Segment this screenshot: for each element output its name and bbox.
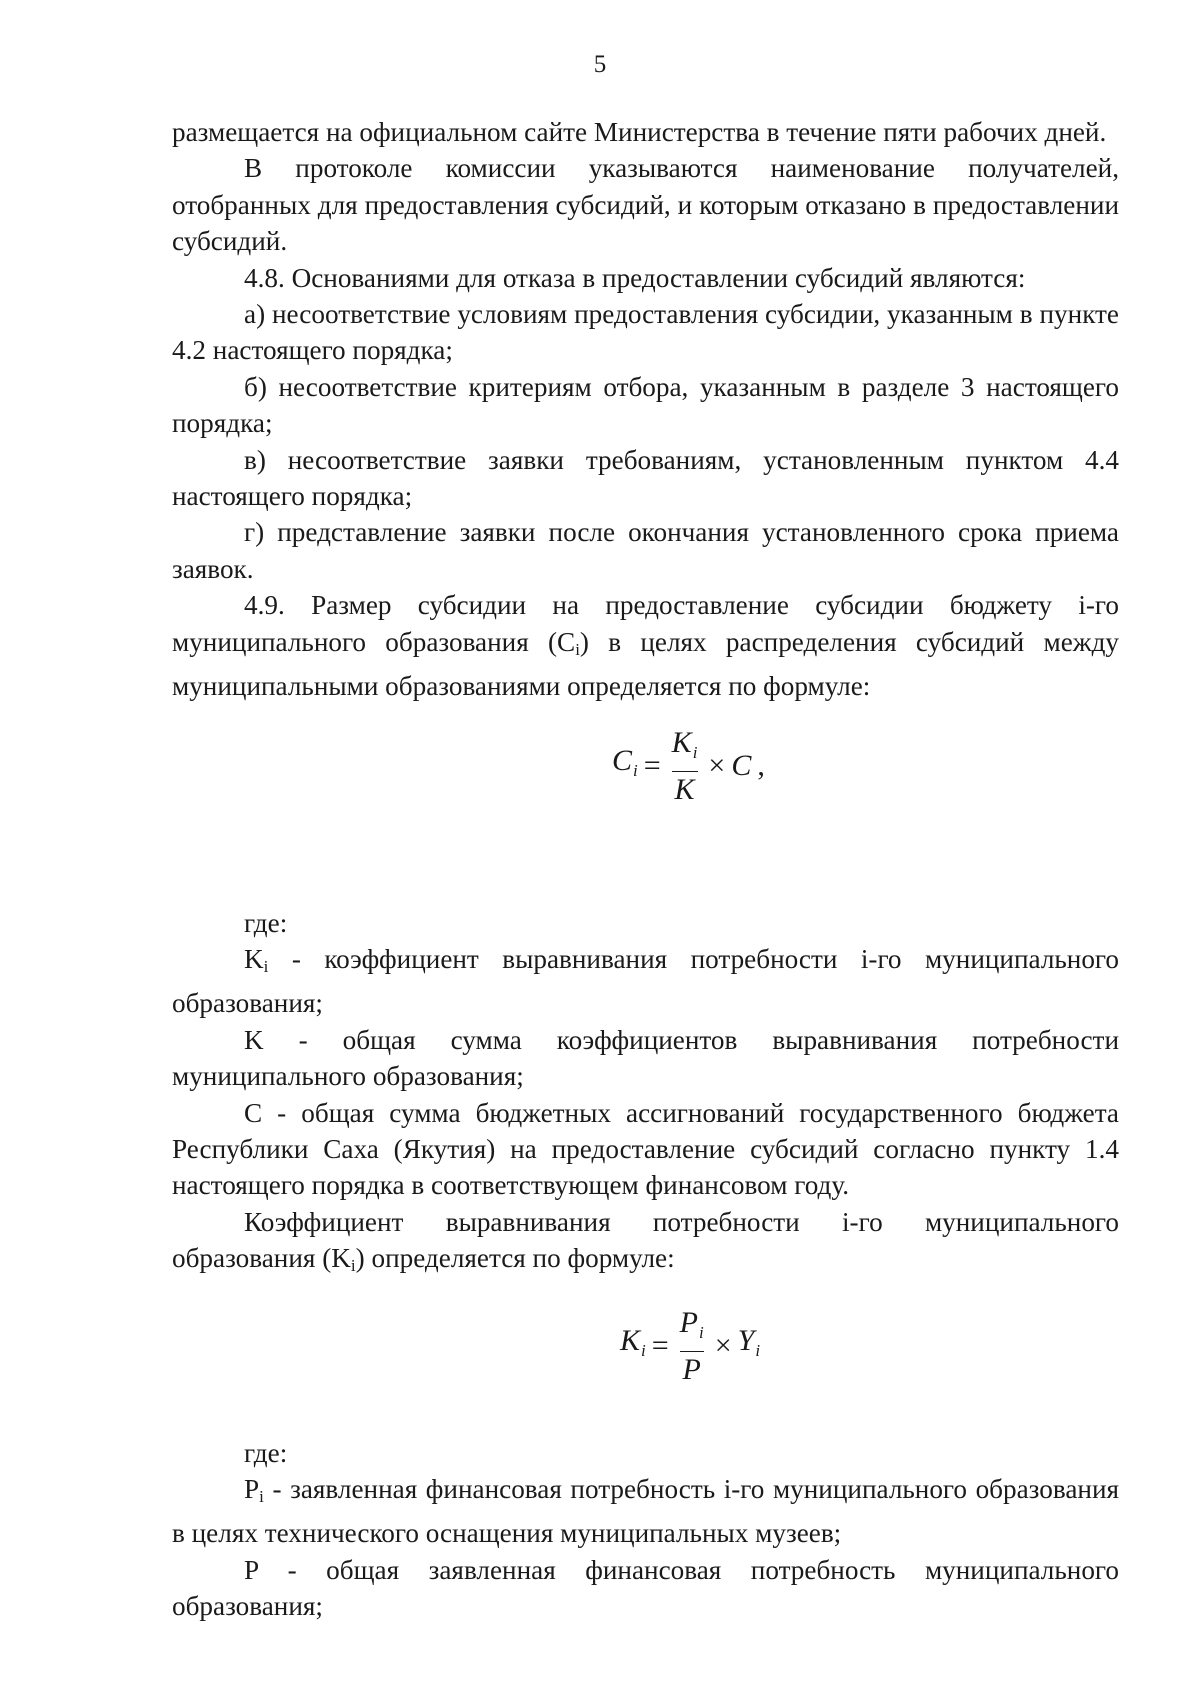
formula-ci-lhs: $C_i$ — [612, 743, 638, 780]
formula-ki-lhs: $K_i$ — [620, 1323, 646, 1360]
paragraph-1: размещается на официальном сайте Министерства в течение пяти рабочих дней. — [172, 117, 1107, 147]
formula-ci-numerator: $K_i$ — [671, 725, 698, 762]
formula-ci-rhs: C — [731, 748, 752, 782]
formula-ci-expression — [612, 727, 765, 806]
definition-ki: $K_i$ - коэффициент выравнивания потребности i-го муниципального образования; — [172, 943, 1119, 1019]
paragraph-4-9 — [172, 587, 1119, 704]
list-item-a: а) несоответствие условиям предоставления субсидии, указанным в пункте 4.2 настоящего порядка; — [172, 299, 1119, 366]
paragraph-4-9-subscript: i — [575, 639, 580, 659]
list-item-v: в) несоответствие заявки требованиям, установленным пунктом 4.4 настоящего порядка; — [172, 444, 1119, 512]
formula-ki-numerator: $P_i$ — [679, 1305, 704, 1342]
formula-ci-fraction — [669, 727, 701, 806]
formula-ci-equals: = — [643, 748, 661, 782]
formula-ci — [172, 705, 1119, 905]
definition-p: P - общая заявленная финансовая потребность муниципального образования; — [172, 1554, 1119, 1622]
list-item-g: г) представление заявки после окончания установленного срока приема заявок. — [172, 517, 1119, 584]
formula-ki-times: × — [714, 1328, 732, 1362]
paragraph-2: В протоколе комиссии указываются наименование получателей, отобранных для предоставления субсидий, и которым отказано в предоставлении субсидий. — [172, 153, 1119, 257]
paragraph-4-8: 4.8. Основаниями для отказа в предоставлении субсидий являются: — [244, 262, 1026, 293]
formula-ci-times: × — [708, 748, 726, 782]
where-label-1: где: — [244, 907, 288, 938]
document-body — [172, 114, 1119, 1625]
formula-ki-fraction — [677, 1307, 707, 1386]
paragraph-ki-intro: Коэффициент выравнивания потребности i-го муниципального образования $(K_i)$ определяется по формуле: — [172, 1206, 1119, 1276]
formula-ki-rhs: $Y_i$ — [737, 1323, 761, 1360]
formula-ci-comma: , — [757, 748, 765, 782]
where-label-2: где: — [244, 1437, 288, 1468]
definition-c: С - общая сумма бюджетных ассигнований государственного бюджета Республики Саха (Якутия) на предоставление субсидий согласно пункту 1.4 настоящего порядка в соответствующем финансовом году. — [172, 1097, 1119, 1201]
formula-ki-expression — [620, 1307, 760, 1386]
formula-ci-denominator: K — [672, 771, 698, 806]
formula-ki-denominator: P — [680, 1351, 704, 1386]
list-item-b: б) несоответствие критериям отбора, указанным в разделе 3 настоящего порядка; — [172, 371, 1119, 439]
paragraph-4-9-text-a: 4.9. Размер субсидии на предоставление субсидии бюджету i-го муниципального образования (C — [172, 590, 1119, 657]
formula-ki-equals: = — [651, 1328, 669, 1362]
page-number: 5 — [593, 51, 607, 78]
paragraph-4-9-text-b: ) в целях распределения субсидий между муниципальными образованиями определяется по формуле: — [172, 626, 1119, 702]
formula-ki — [172, 1285, 1119, 1435]
definition-k: K - общая сумма коэффициентов выравнивания потребности муниципального образования; — [172, 1024, 1119, 1092]
definition-pi: $P_i$ - заявленная финансовая потребность i-го муниципального образования в целях технического оснащения муниципальных музеев; — [172, 1473, 1119, 1549]
